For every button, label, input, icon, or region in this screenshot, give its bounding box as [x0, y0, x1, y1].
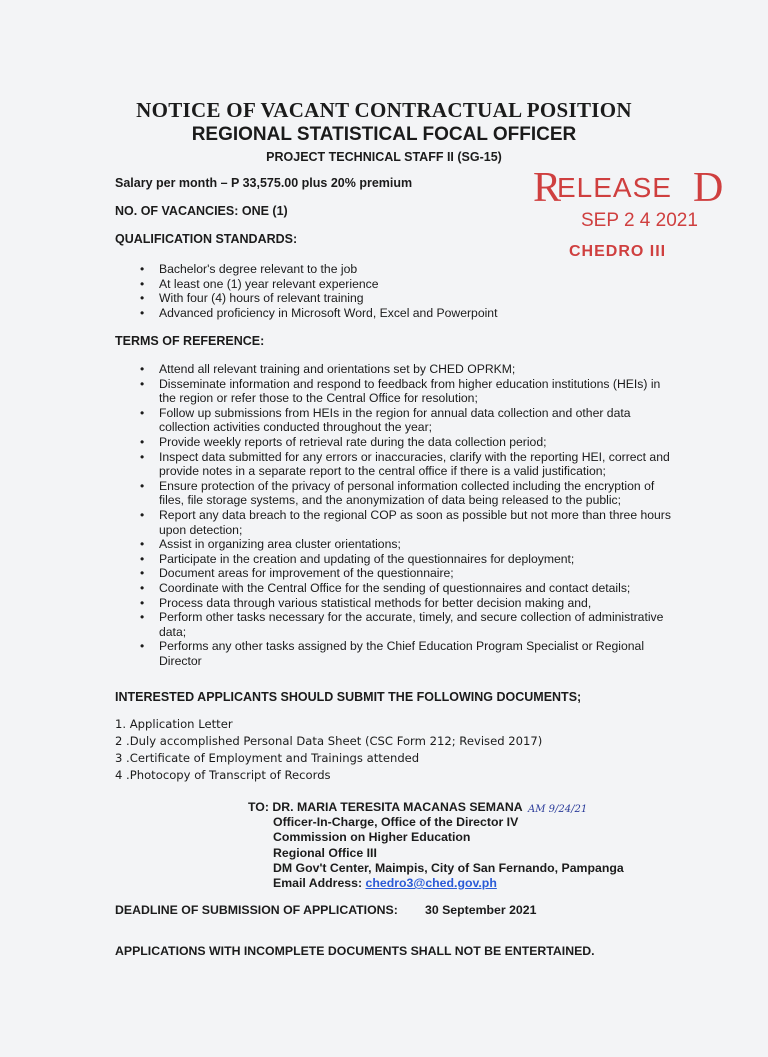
- qualifications-list: [140, 262, 560, 320]
- stamp-office: CHEDRO III: [569, 243, 667, 260]
- released-stamp: [533, 165, 724, 270]
- list-item: • With four (4) hours of relevant training: [140, 291, 560, 306]
- stamp-word: ELEASE: [557, 172, 672, 203]
- email-line: [248, 876, 624, 891]
- list-item: • Ensure protection of the privacy of personal information collected including the encryption of files, file storage systems, and the anonymization of data being released to the public;: [140, 479, 680, 508]
- incomplete-warning: APPLICATIONS WITH INCOMPLETE DOCUMENTS SHALL NOT BE ENTERTAINED.: [115, 944, 595, 958]
- email-link[interactable]: chedro3@ched.gov.ph: [365, 876, 497, 891]
- list-item: • Perform other tasks necessary for the accurate, timely, and secure collection of administrative data;: [140, 610, 680, 639]
- list-item: • Process data through various statistical methods for better decision making and,: [140, 596, 680, 611]
- documents-list: [115, 716, 542, 784]
- recipient-name: TO: DR. MARIA TERESITA MACANAS SEMANA: [248, 800, 523, 814]
- list-item: • Inspect data submitted for any errors or inaccuracies, clarify with the reporting HEI, correct and provide notes in a separate report to the central office if there is a valid justification;: [140, 450, 680, 479]
- deadline-label: DEADLINE OF SUBMISSION OF APPLICATIONS:: [115, 903, 398, 917]
- list-item: • Attend all relevant training and orientations set by CHED OPRKM;: [140, 362, 680, 377]
- recipient-line: Officer-In-Charge, Office of the Director IV: [273, 815, 519, 830]
- list-item: • Follow up submissions from HEIs in the region for annual data collection and other data collection activities conducted throughout the year;: [140, 406, 680, 435]
- list-item: • Document areas for improvement of the questionnaire;: [140, 566, 680, 581]
- recipient-line: Regional Office III: [273, 845, 377, 860]
- documents-heading: INTERESTED APPLICANTS SHOULD SUBMIT THE FOLLOWING DOCUMENTS;: [115, 690, 582, 704]
- terms-heading: TERMS OF REFERENCE:: [115, 334, 265, 348]
- list-item: • Disseminate information and respond to feedback from higher education institutions (HEIs) in the region or refer those to the Central Office for resolution;: [140, 377, 680, 406]
- position-title: REGIONAL STATISTICAL FOCAL OFFICER: [191, 124, 577, 145]
- terms-list: [140, 362, 680, 668]
- email-label: Email Address:: [273, 876, 366, 891]
- stamp-left-letter: R: [533, 165, 562, 211]
- list-item: • Advanced proficiency in Microsoft Word, Excel and Powerpoint: [140, 306, 560, 321]
- recipient-line: DM Gov't Center, Maimpis, City of San Fernando, Pampanga: [273, 860, 624, 875]
- list-item: 1. Application Letter: [115, 717, 233, 731]
- list-item: 4 .Photocopy of Transcript of Records: [115, 768, 331, 782]
- recipient-line: Commission on Higher Education: [273, 830, 471, 845]
- vacancies-line: NO. OF VACANCIES: ONE (1): [115, 204, 288, 218]
- stamp-right-letter: D: [693, 165, 724, 211]
- list-item: 3 .Certificate of Employment and Trainings attended: [115, 751, 420, 765]
- list-item: • Performs any other tasks assigned by the Chief Education Program Specialist or Regional Director: [140, 639, 680, 668]
- list-item: • Assist in organizing area cluster orientations;: [140, 537, 680, 552]
- handwritten-initials: AM 9/24/21: [528, 804, 588, 815]
- list-item: • Coordinate with the Central Office for the sending of questionnaires and contact details;: [140, 581, 680, 596]
- position-grade: PROJECT TECHNICAL STAFF II (SG-15): [266, 150, 502, 164]
- list-item: • Provide weekly reports of retrieval rate during the data collection period;: [140, 435, 680, 450]
- list-item: 2 .Duly accomplished Personal Data Sheet (CSC Form 212; Revised 2017): [115, 734, 543, 748]
- stamp-date: SEP 2 4 2021: [581, 210, 698, 231]
- list-item: • Participate in the creation and updating of the questionnaires for deployment;: [140, 552, 680, 567]
- list-item: • At least one (1) year relevant experience: [140, 277, 560, 292]
- deadline-date: 30 September 2021: [425, 903, 537, 917]
- list-item: • Bachelor's degree relevant to the job: [140, 262, 560, 277]
- salary-line: Salary per month – P 33,575.00 plus 20% premium: [115, 176, 413, 190]
- notice-title: NOTICE OF VACANT CONTRACTUAL POSITION: [136, 98, 632, 122]
- qualifications-heading: QUALIFICATION STANDARDS:: [115, 232, 298, 246]
- list-item: • Report any data breach to the regional COP as soon as possible but not more than three hours upon detection;: [140, 508, 680, 537]
- deadline-line: [115, 903, 537, 917]
